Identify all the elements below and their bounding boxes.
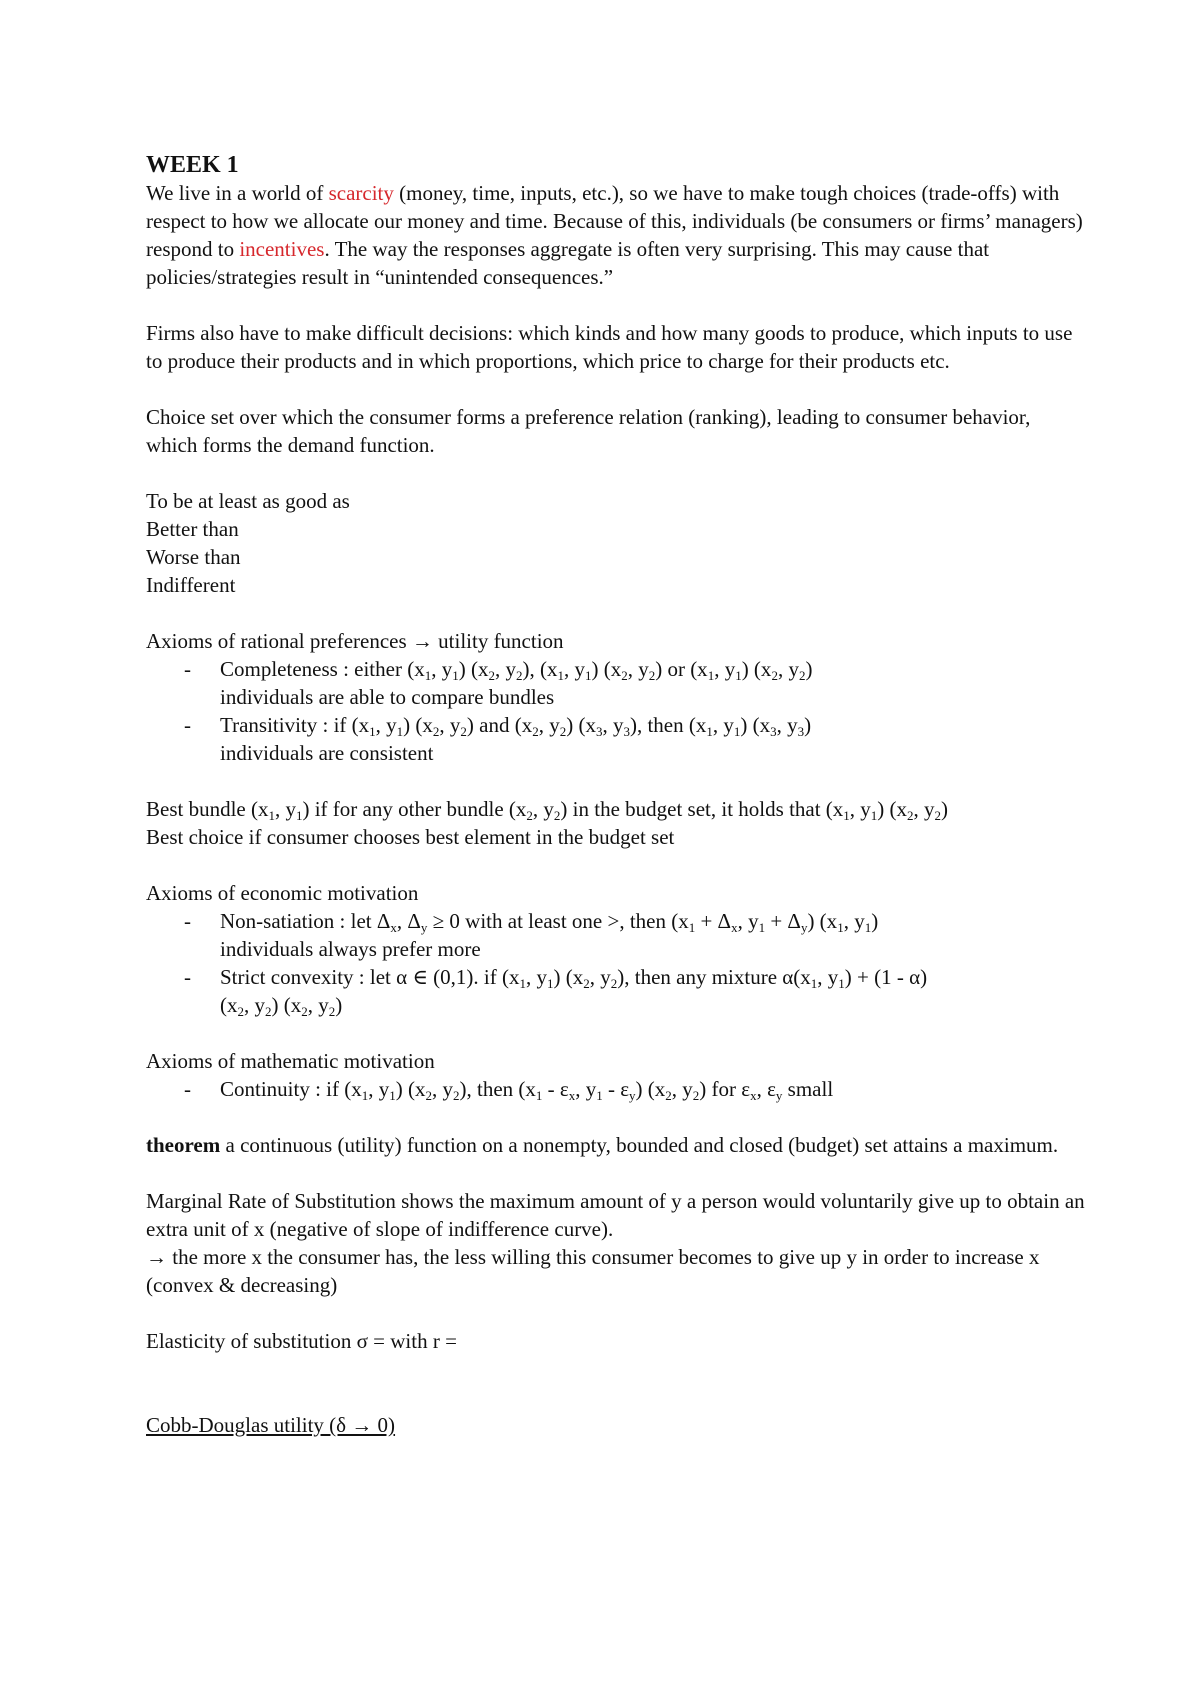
relation-item: Better than (146, 517, 239, 541)
economic-axioms-heading: Axioms of economic motivation (146, 881, 419, 905)
choice-set-paragraph: Choice set over which the consumer forms a preference relation (ranking), leading to consumer behavior, which forms the demand function. (146, 405, 1031, 457)
continuity-item: - Continuity : if ($x_1$, $y_1$) ($x_2$, $y_2$), then ($x_1 - \varepsilon_x$, $y_1 - \varepsilon_y$) ($x_2$, $y_2$) for $\varepsilon_x$, $\varepsilon_y$ small (184, 1077, 834, 1103)
rational-axioms-heading: Axioms of rational preferences → utility function (146, 629, 564, 653)
incentives-term: incentives (239, 237, 325, 261)
completeness-note: individuals are able to compare bundles (220, 685, 555, 709)
firms-paragraph: Firms also have to make difficult decisions: which kinds and how many goods to produce, which inputs to use to produce their products and in which proportions, which price to charge for their products etc. (146, 321, 1073, 373)
economic-axioms-list (146, 907, 1086, 1019)
transitivity-item: - Transitivity : if ($x_1$, $y_1$) ($x_2$, $y_2$) and ($x_2$, $y_2$) ($x_3$, $y_3$), then ($x_1$, $y_1$) ($x_3$, $y_3$) individuals are consistent (184, 713, 812, 765)
completeness-item: - Completeness : either ($x_1$, $y_1$) ($x_2$, $y_2$), ($x_1$, $y_1$) ($x_2$, $y_2$) or ($x_1$, $y_1$) ($x_2$, $y_2$) individuals are able to compare bundles (184, 657, 813, 709)
relation-item: Indifferent (146, 573, 236, 597)
non-satiation-note: individuals always prefer more (220, 937, 481, 961)
non-satiation-item: - Non-satiation : let $\Delta_x$, $\Delta_y \ge 0$ with at least one >, then ($x_1 + \Delta_x$, $y_1 + \Delta_y$) ($x_1$, $y_1$) individuals always prefer more (184, 909, 879, 961)
theorem-label: theorem (146, 1133, 221, 1157)
mrs-paragraph: Marginal Rate of Substitution shows the maximum amount of y a person would voluntarily give up to obtain an extra unit of x (negative of slope of indifference curve). (146, 1189, 1085, 1241)
best-choice-line: Best choice if consumer chooses best element in the budget set (146, 825, 675, 849)
cobb-douglas-heading: Cobb-Douglas utility (δ → 0) (146, 1413, 396, 1437)
transitivity-note: individuals are consistent (220, 741, 434, 765)
page-title: WEEK 1 (146, 152, 239, 178)
intro-paragraph: We live in a world of scarcity (money, time, inputs, etc.), so we have to make tough choices (trade-offs) with respect to how we allocate our money and time. Because of this, individuals (be consumers or firms’ managers) respond to incentives. The way the responses aggregate is often very surprising. This may cause that policies/strategies result in “unintended consequences.” (146, 181, 1083, 289)
mathematic-axioms-list (146, 1075, 1086, 1103)
scarcity-term: scarcity (328, 181, 394, 205)
strict-convexity-item: - Strict convexity : let α ∈ (0,1). if ($x_1$, $y_1$) ($x_2$, $y_2$), then any mixture $\alpha(x_1$, $y_1) + (1 - \alpha)$ ($x_2$, $y_2$) ($x_2$, $y_2$) (184, 965, 928, 1019)
theorem-paragraph: theorem a continuous (utility) function on a nonempty, bounded and closed (budget) set attains a maximum. (146, 1133, 1059, 1157)
mathematic-axioms-heading: Axioms of mathematic motivation (146, 1049, 435, 1073)
best-bundle-paragraph: Best bundle ($x_1$, $y_1$) if for any other bundle ($x_2$, $y_2$) in the budget set, it holds that ($x_1$, $y_1$) ($x_2$, $y_2$) (146, 797, 949, 823)
relation-item: Worse than (146, 545, 241, 569)
elasticity-line: Elasticity of substitution σ = with r = (146, 1329, 457, 1353)
relation-item: To be at least as good as (146, 489, 350, 513)
document-body (146, 151, 1086, 1439)
mrs-implication: → the more x the consumer has, the less willing this consumer becomes to give up y in order to increase x (convex & decreasing) (146, 1245, 1040, 1297)
rational-axioms-list (146, 655, 1086, 767)
